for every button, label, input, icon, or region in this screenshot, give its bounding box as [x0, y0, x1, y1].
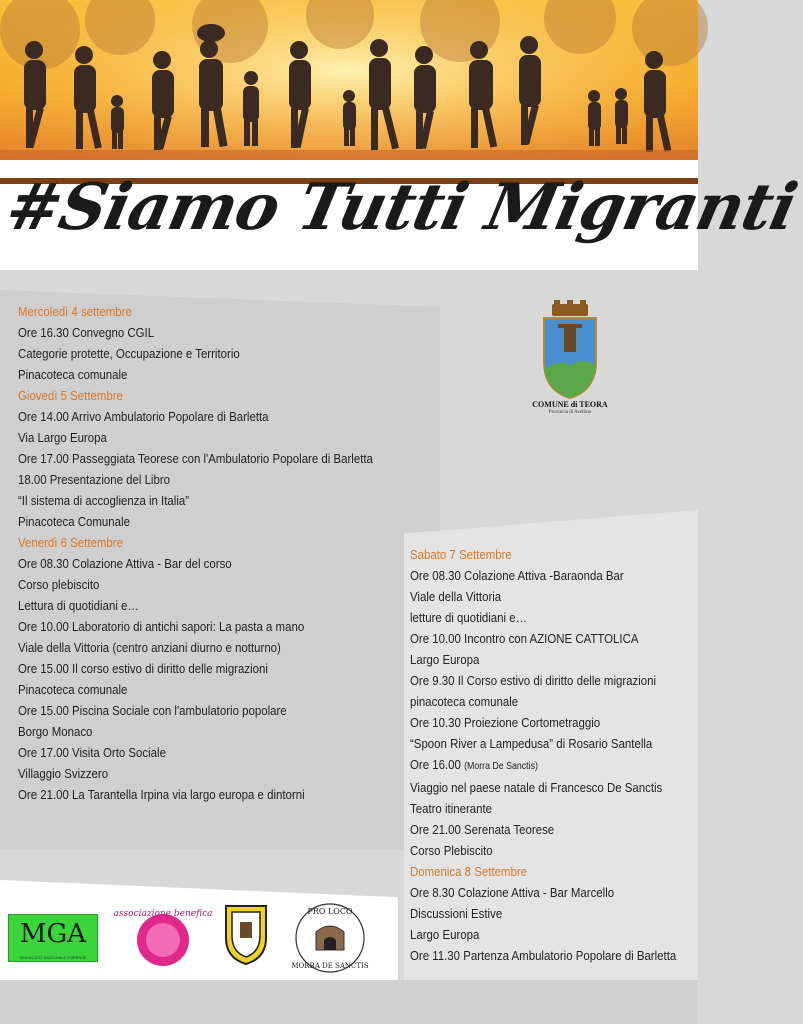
proloco-logo	[292, 900, 368, 976]
schedule-day-heading	[410, 544, 676, 565]
schedule-line	[18, 742, 373, 763]
schedule-text: Teatro itinerante	[410, 801, 493, 816]
schedule-line	[410, 840, 676, 861]
schedule-line	[410, 586, 676, 607]
schedule-text: Lettura di quotidiani e…	[18, 598, 139, 613]
schedule-text: Corso Plebiscito	[410, 843, 493, 858]
schedule-line	[410, 649, 676, 670]
proloco-top-text: PRO LOCO	[307, 907, 353, 916]
schedule-text: Pinacoteca Comunale	[18, 514, 130, 529]
schedule-text: Ore 8.30 Colazione Attiva - Bar Marcello	[410, 885, 615, 900]
schedule-text: pinacoteca comunale	[410, 694, 519, 709]
schedule-text: Ore 17.00 Passeggiata Teorese con l'Ambulatorio Popolare di Barletta	[18, 451, 373, 466]
schedule-line	[410, 565, 676, 586]
comune-name: COMUNE di TEORA	[532, 400, 608, 409]
schedule-text: Ore 15.00 Piscina Sociale con l'ambulatorio popolare	[18, 703, 287, 718]
schedule-day-heading	[410, 861, 676, 882]
page-title: #Siamo Tutti Migranti	[0, 170, 803, 245]
schedule-note: (Morra De Sanctis)	[464, 761, 538, 772]
schedule-line	[410, 903, 676, 924]
schedule-text: Viale della Vittoria	[410, 589, 502, 604]
schedule-line	[18, 427, 373, 448]
comune-crest-icon	[538, 300, 602, 400]
schedule-text: Largo Europa	[410, 652, 480, 667]
schedule-text: Ore 16.00	[410, 757, 461, 772]
schedule-line	[18, 574, 373, 595]
schedule-line	[410, 882, 676, 903]
schedule-line	[18, 553, 373, 574]
schedule-text: Giovedì 5 Settembre	[18, 388, 123, 403]
schedule-text: Ore 21.00 La Tarantella Irpina via largo europa e dintorni	[18, 787, 305, 802]
schedule-text: Domenica 8 Settembre	[410, 864, 527, 879]
schedule-line	[410, 733, 676, 754]
schedule-line	[410, 777, 676, 798]
schedule-text: Venerdì 6 Settembre	[18, 535, 123, 550]
schedule-line	[18, 784, 373, 805]
schedule-line	[410, 754, 676, 777]
schedule-line	[18, 595, 373, 616]
schedule-line	[18, 490, 373, 511]
town-shield-icon	[222, 902, 270, 966]
schedule-text: Pinacoteca comunale	[18, 682, 128, 697]
comune-provincia: Provincia di Avellino	[548, 410, 592, 415]
schedule-line	[18, 511, 373, 532]
schedule-text: Ore 16.30 Convegno CGIL	[18, 325, 155, 340]
schedule-line	[18, 343, 373, 364]
schedule-line	[18, 637, 373, 658]
schedule-line	[410, 798, 676, 819]
schedule-text: Sabato 7 Settembre	[410, 547, 512, 562]
schedule-text: Ore 15.00 Il corso estivo di diritto delle migrazioni	[18, 661, 268, 676]
schedule-line	[18, 721, 373, 742]
schedule-line	[18, 616, 373, 637]
proloco-bottom-text: MORRA DE SANCTIS	[291, 962, 369, 970]
mga-logo-text: MGA	[19, 919, 87, 949]
schedule-line	[410, 945, 676, 966]
schedule-line	[18, 700, 373, 721]
schedule-text: Ore 10.00 Incontro con AZIONE CATTOLICA	[410, 631, 639, 646]
schedule-line	[410, 670, 676, 691]
schedule-text: Viale della Vittoria (centro anziani diurno e notturno)	[18, 640, 281, 655]
associazione-benefica-logo	[113, 906, 213, 968]
schedule-line	[18, 322, 373, 343]
mga-logo	[8, 914, 98, 962]
schedule-text: Ore 10.00 Laboratorio di antichi sapori: La pasta a mano	[18, 619, 305, 634]
schedule-line	[410, 691, 676, 712]
schedule-text: Pinacoteca comunale	[18, 367, 128, 382]
schedule-line	[18, 406, 373, 427]
schedule-text: Ore 14.00 Arrivo Ambulatorio Popolare di Barletta	[18, 409, 269, 424]
schedule-line	[18, 448, 373, 469]
schedule-day-heading	[18, 385, 373, 406]
schedule-text: “Spoon River a Lampedusa” di Rosario Santella	[410, 736, 653, 751]
schedule-text: Ore 17.00 Visita Orto Sociale	[18, 745, 166, 760]
schedule-line	[18, 469, 373, 490]
schedule-text: Viaggio nel paese natale di Francesco De Sanctis	[410, 780, 663, 795]
schedule-text: Categorie protette, Occupazione e Territorio	[18, 346, 240, 361]
schedule-line	[410, 819, 676, 840]
mga-logo-subtext: SINDACATO NAZIONALE FORENSE	[19, 955, 87, 960]
schedule-text: Ore 9.30 Il Corso estivo di diritto delle migrazioni	[410, 673, 657, 688]
schedule-line	[410, 607, 676, 628]
schedule-line	[18, 763, 373, 784]
schedule-text: Via Largo Europa	[18, 430, 107, 445]
schedule-day-heading	[18, 301, 373, 322]
schedule-line	[410, 924, 676, 945]
schedule-line	[410, 628, 676, 649]
schedule-text: Ore 10.30 Proiezione Cortometraggio	[410, 715, 601, 730]
schedule-text: letture di quotidiani e…	[410, 610, 528, 625]
schedule-text: Ore 08.30 Colazione Attiva - Bar del corso	[18, 556, 232, 571]
schedule-text: Villaggio Svizzero	[18, 766, 109, 781]
schedule-text: Ore 08.30 Colazione Attiva -Baraonda Bar	[410, 568, 624, 583]
assoc-logo-text: associazione benefica	[113, 909, 213, 919]
schedule-text: “Il sistema di accoglienza in Italia”	[18, 493, 190, 508]
schedule-text: Corso plebiscito	[18, 577, 100, 592]
right-schedule	[410, 544, 676, 966]
schedule-line	[18, 658, 373, 679]
schedule-text: Mercoledì 4 settembre	[18, 304, 132, 319]
schedule-day-heading	[18, 532, 373, 553]
schedule-text: Ore 11.30 Partenza Ambulatorio Popolare di Barletta	[410, 948, 677, 963]
schedule-text: Borgo Monaco	[18, 724, 93, 739]
left-schedule	[18, 301, 373, 805]
schedule-text: Ore 21.00 Serenata Teorese	[410, 822, 555, 837]
schedule-text: Largo Europa	[410, 927, 480, 942]
schedule-text: 18.00 Presentazione del Libro	[18, 472, 171, 487]
schedule-text: Discussioni Estive	[410, 906, 503, 921]
schedule-line	[410, 712, 676, 733]
footer-band	[0, 980, 698, 1024]
schedule-line	[18, 679, 373, 700]
schedule-line	[18, 364, 373, 385]
